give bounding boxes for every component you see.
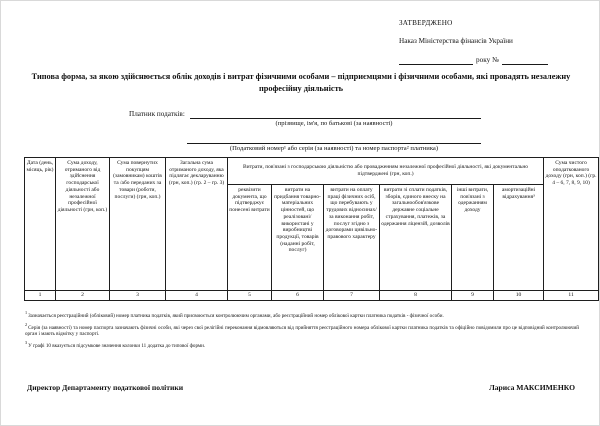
- taxpayer-block: [129, 109, 481, 152]
- table-column-number-row: [25, 291, 599, 301]
- col-number-10: 10: [494, 291, 544, 301]
- col-number-1: 1: [25, 291, 56, 301]
- ledger-table-wrapper: [24, 157, 597, 301]
- col-number-11: 11: [544, 291, 599, 301]
- col-header-10: амортизаційні відрахування³: [494, 185, 544, 291]
- footnote-3-text: У графі 10 вказується підсумкове значення колонки 11 додатка до типової форми.: [28, 343, 206, 350]
- approval-date-row: [399, 56, 589, 65]
- taxpayer-name-row: [129, 109, 481, 119]
- taxpayer-id-row: [129, 134, 481, 144]
- page-title: Типова форма, за якою здійснюється облік доходів і витрат фізичними особами – підприємцями і фізичними особами, які провадять незалежну професійну діяльність: [31, 72, 571, 94]
- col-number-3: 3: [110, 291, 166, 301]
- col-header-1: Дата (день, місяць, рік): [25, 158, 56, 291]
- col-header-8: витрати зі сплати податків, зборів, єдиного внеску на загальнообов'язкове державне соціальне страхування, платежів, за одержання ліцензій, дозволів: [380, 185, 452, 291]
- col-header-5: реквізити документа, що підтверджує понесені витрати: [228, 185, 272, 291]
- taxpayer-name-caption: (прізвище, ім'я, по батькові (за наявності): [275, 120, 393, 127]
- footnote-1-marker: 1: [25, 310, 28, 316]
- col-header-group-expenses: Витрати, пов'язані з господарською діяльністю або провадженням незалежної професійної діяльності, які документально підтверджені (грн, коп.): [228, 158, 544, 185]
- footnote-1-text: Зазначається реєстраційний (обліковий) номер платника податків, який присвоюється контролюючим органами, або реєстраційний номер облікової картки платника податків - фізичної особи.: [28, 313, 444, 319]
- approval-number-blank: [502, 56, 548, 65]
- approval-block: [399, 19, 589, 65]
- col-header-11: Сума чистого оподаткованого доходу (грн, коп.) (гр. 4 – 6, 7, 8, 9, 10): [544, 158, 599, 291]
- footnote-3: [25, 340, 579, 350]
- col-header-7: витрати на оплату праці фізичних осіб, що перебувають у трудових відносинах/за виконання робіт, послуг згідно з договорами цивільно-правового характеру: [324, 185, 380, 291]
- col-number-7: 7: [324, 291, 380, 301]
- approval-title: ЗАТВЕРДЖЕНО: [399, 19, 453, 27]
- ledger-table: [24, 157, 599, 301]
- col-number-6: 6: [272, 291, 324, 301]
- col-header-3: Сума повернутих покупцям (замовникам) коштів та /або переданих за товари (роботи, послуги) (грн, коп.): [110, 158, 166, 291]
- taxpayer-label: Платник податків:: [129, 110, 185, 118]
- signature-row: [27, 383, 575, 392]
- taxpayer-id-blank[interactable]: [187, 134, 481, 144]
- col-number-8: 8: [380, 291, 452, 301]
- footnote-2-text: Серія (за наявності) та номер паспорта зазначають фізичні особи, які через свої релігійні переконання відмовляються від прийняття реєстраційного номера облікової картки платника податків та офіційно повідомили про це відповідний контролюючий орган і мають відмітку у паспорті.: [25, 324, 579, 338]
- col-number-5: 5: [228, 291, 272, 301]
- col-number-4: 4: [166, 291, 228, 301]
- signatory-name: Лариса МАКСИМЕНКО: [489, 383, 575, 392]
- col-header-6: витрати на придбання товарно-матеріальних цінностей, що реалізовані/ використані у виробництві продукції, товарів (наданні робіт, послуг): [272, 185, 324, 291]
- footnote-2: [25, 322, 579, 338]
- footnotes: [25, 310, 579, 350]
- col-number-2: 2: [56, 291, 110, 301]
- footnote-3-marker: 3: [25, 340, 28, 346]
- col-number-9: 9: [452, 291, 494, 301]
- approval-year-label: року №: [476, 56, 499, 64]
- footnote-2-marker: 2: [25, 322, 28, 328]
- approval-date-blank: [399, 56, 473, 65]
- approval-order-line: Наказ Міністерства фінансів України: [399, 37, 513, 45]
- taxpayer-id-caption: (Податковий номер¹ або серія (за наявності) та номер паспорта² платника): [229, 145, 439, 152]
- footnote-1: [25, 310, 579, 320]
- col-header-2: Сума доходу, отриманого від здійснення господарської діяльності або незалежної професійної діяльності (грн, коп.): [56, 158, 110, 291]
- signatory-role: Директор Департаменту податкової політики: [27, 383, 184, 392]
- taxpayer-name-blank[interactable]: [190, 109, 481, 119]
- col-header-4: Загальна сума отриманого доходу, яка підлягає декларуванню (грн, коп.) (гр. 2 – гр. 3): [166, 158, 228, 291]
- table-header-group-row: [25, 158, 599, 185]
- col-header-9: інші витрати, пов'язані з одержанням доходу: [452, 185, 494, 291]
